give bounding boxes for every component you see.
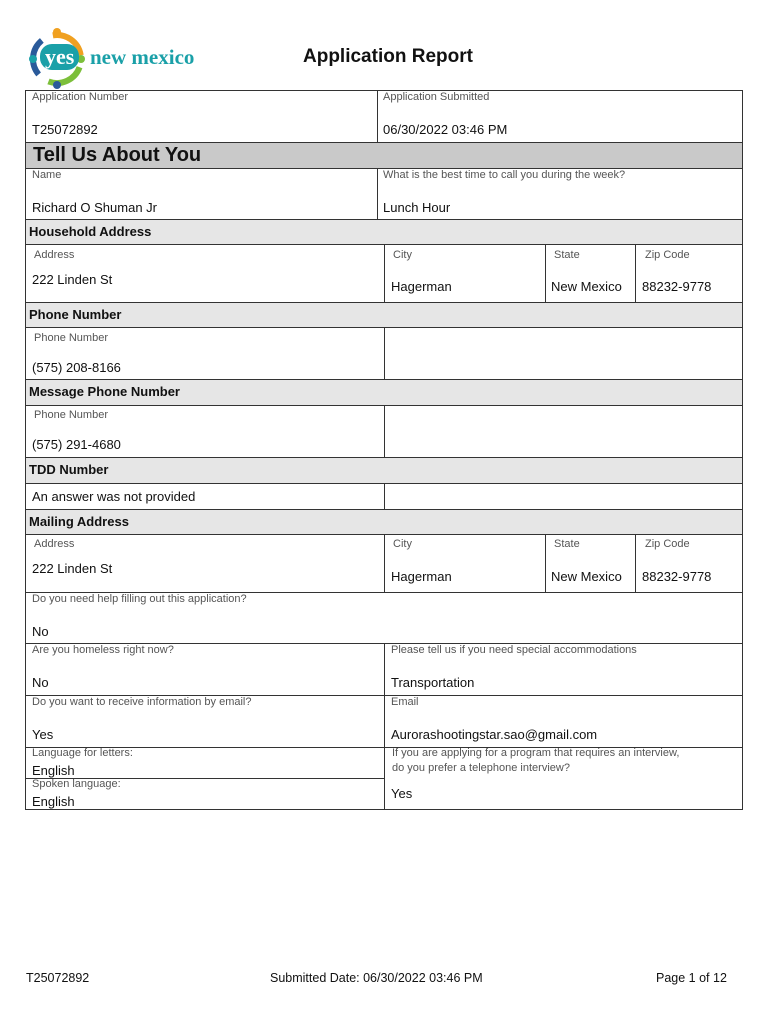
household-address-label: Address (34, 249, 75, 261)
homeless-value: No (32, 675, 49, 690)
application-number-cell (25, 90, 378, 143)
section-tdd-number: TDD Number (25, 457, 743, 484)
mailing-state-cell (545, 534, 636, 593)
logo (26, 28, 226, 90)
call-time-label: What is the best time to call you during the week? (383, 169, 626, 181)
letters-language-label: Language for letters: (32, 747, 133, 759)
email-info-cell (25, 695, 385, 748)
message-phone-label: Phone Number (34, 409, 108, 421)
logo-yes: yes (40, 44, 79, 70)
footer-submitted-date: Submitted Date: 06/30/2022 03:46 PM (270, 971, 483, 985)
tdd-value: An answer was not provided (32, 489, 196, 504)
phone-label: Phone Number (34, 332, 108, 344)
household-city-cell (384, 244, 546, 303)
application-number-value: T25072892 (32, 122, 98, 137)
section-message-phone: Message Phone Number (25, 379, 743, 406)
application-number-label: Application Number (32, 91, 128, 103)
interview-cell (384, 747, 743, 810)
tdd-cell (25, 483, 385, 510)
application-submitted-cell (377, 90, 743, 143)
mailing-address-value: 222 Linden St (32, 561, 113, 576)
interview-label-line2: do you prefer a telephone interview? (392, 762, 570, 774)
phone-empty-cell (384, 327, 743, 380)
mailing-state-label: State (554, 538, 580, 550)
email-label: Email (391, 696, 419, 708)
message-phone-cell (25, 405, 385, 458)
name-value: Richard O Shuman Jr (32, 200, 157, 215)
section-mailing-address: Mailing Address (25, 509, 743, 535)
household-state-cell (545, 244, 636, 303)
spoken-language-value: English (32, 794, 75, 809)
mailing-zip-value: 88232-9778 (642, 569, 712, 584)
homeless-cell (25, 643, 385, 696)
household-address-value: 222 Linden St (32, 272, 113, 287)
interview-label-line1: If you are applying for a program that requires an interview, (392, 747, 680, 759)
email-cell (384, 695, 743, 748)
message-phone-value: (575) 291-4680 (32, 437, 121, 452)
application-submitted-value: 06/30/2022 03:46 PM (383, 122, 508, 137)
section-heading-about: Tell Us About You (25, 142, 743, 169)
email-value: Aurorashootingstar.sao@gmail.com (391, 727, 598, 742)
accommodations-value: Transportation (391, 675, 475, 690)
footer-page-number: Page 1 of 12 (656, 971, 727, 985)
call-time-value: Lunch Hour (383, 200, 451, 215)
homeless-label: Are you homeless right now? (32, 644, 174, 656)
email-info-label: Do you want to receive information by email? (32, 696, 252, 708)
spoken-language-cell (25, 778, 385, 810)
household-state-label: State (554, 249, 580, 261)
phone-cell (25, 327, 385, 380)
household-city-label: City (393, 249, 412, 261)
household-zip-cell (635, 244, 743, 303)
mailing-city-value: Hagerman (391, 569, 452, 584)
household-state-value: New Mexico (551, 279, 622, 294)
accommodations-label: Please tell us if you need special accommodations (391, 644, 637, 656)
household-zip-label: Zip Code (645, 249, 690, 261)
household-address-cell (25, 244, 385, 303)
message-phone-empty-cell (384, 405, 743, 458)
spoken-language-label: Spoken language: (32, 778, 121, 790)
help-label: Do you need help filling out this application? (32, 593, 247, 605)
letters-language-value: English (32, 763, 75, 778)
section-household-address: Household Address (25, 219, 743, 245)
tdd-empty-cell (384, 483, 743, 510)
help-cell (25, 592, 743, 644)
name-label: Name (32, 169, 62, 181)
email-info-value: Yes (32, 727, 54, 742)
name-cell (25, 168, 378, 220)
mailing-zip-label: Zip Code (645, 538, 690, 550)
help-value: No (32, 624, 49, 639)
mailing-address-label: Address (34, 538, 75, 550)
interview-value: Yes (391, 786, 413, 801)
phone-value: (575) 208-8166 (32, 360, 121, 375)
accommodations-cell (384, 643, 743, 696)
section-phone-number: Phone Number (25, 302, 743, 328)
footer-application-number: T25072892 (26, 971, 90, 985)
letters-language-cell (25, 747, 385, 779)
mailing-city-label: City (393, 538, 412, 550)
mailing-address-cell (25, 534, 385, 593)
mailing-state-value: New Mexico (551, 569, 622, 584)
household-zip-value: 88232-9778 (642, 279, 712, 294)
household-city-value: Hagerman (391, 279, 452, 294)
page-title: Application Report (303, 46, 473, 67)
call-time-cell (377, 168, 743, 220)
mailing-city-cell (384, 534, 546, 593)
mailing-zip-cell (635, 534, 743, 593)
logo-new-mexico: new mexico (90, 45, 195, 69)
application-submitted-label: Application Submitted (383, 91, 490, 103)
